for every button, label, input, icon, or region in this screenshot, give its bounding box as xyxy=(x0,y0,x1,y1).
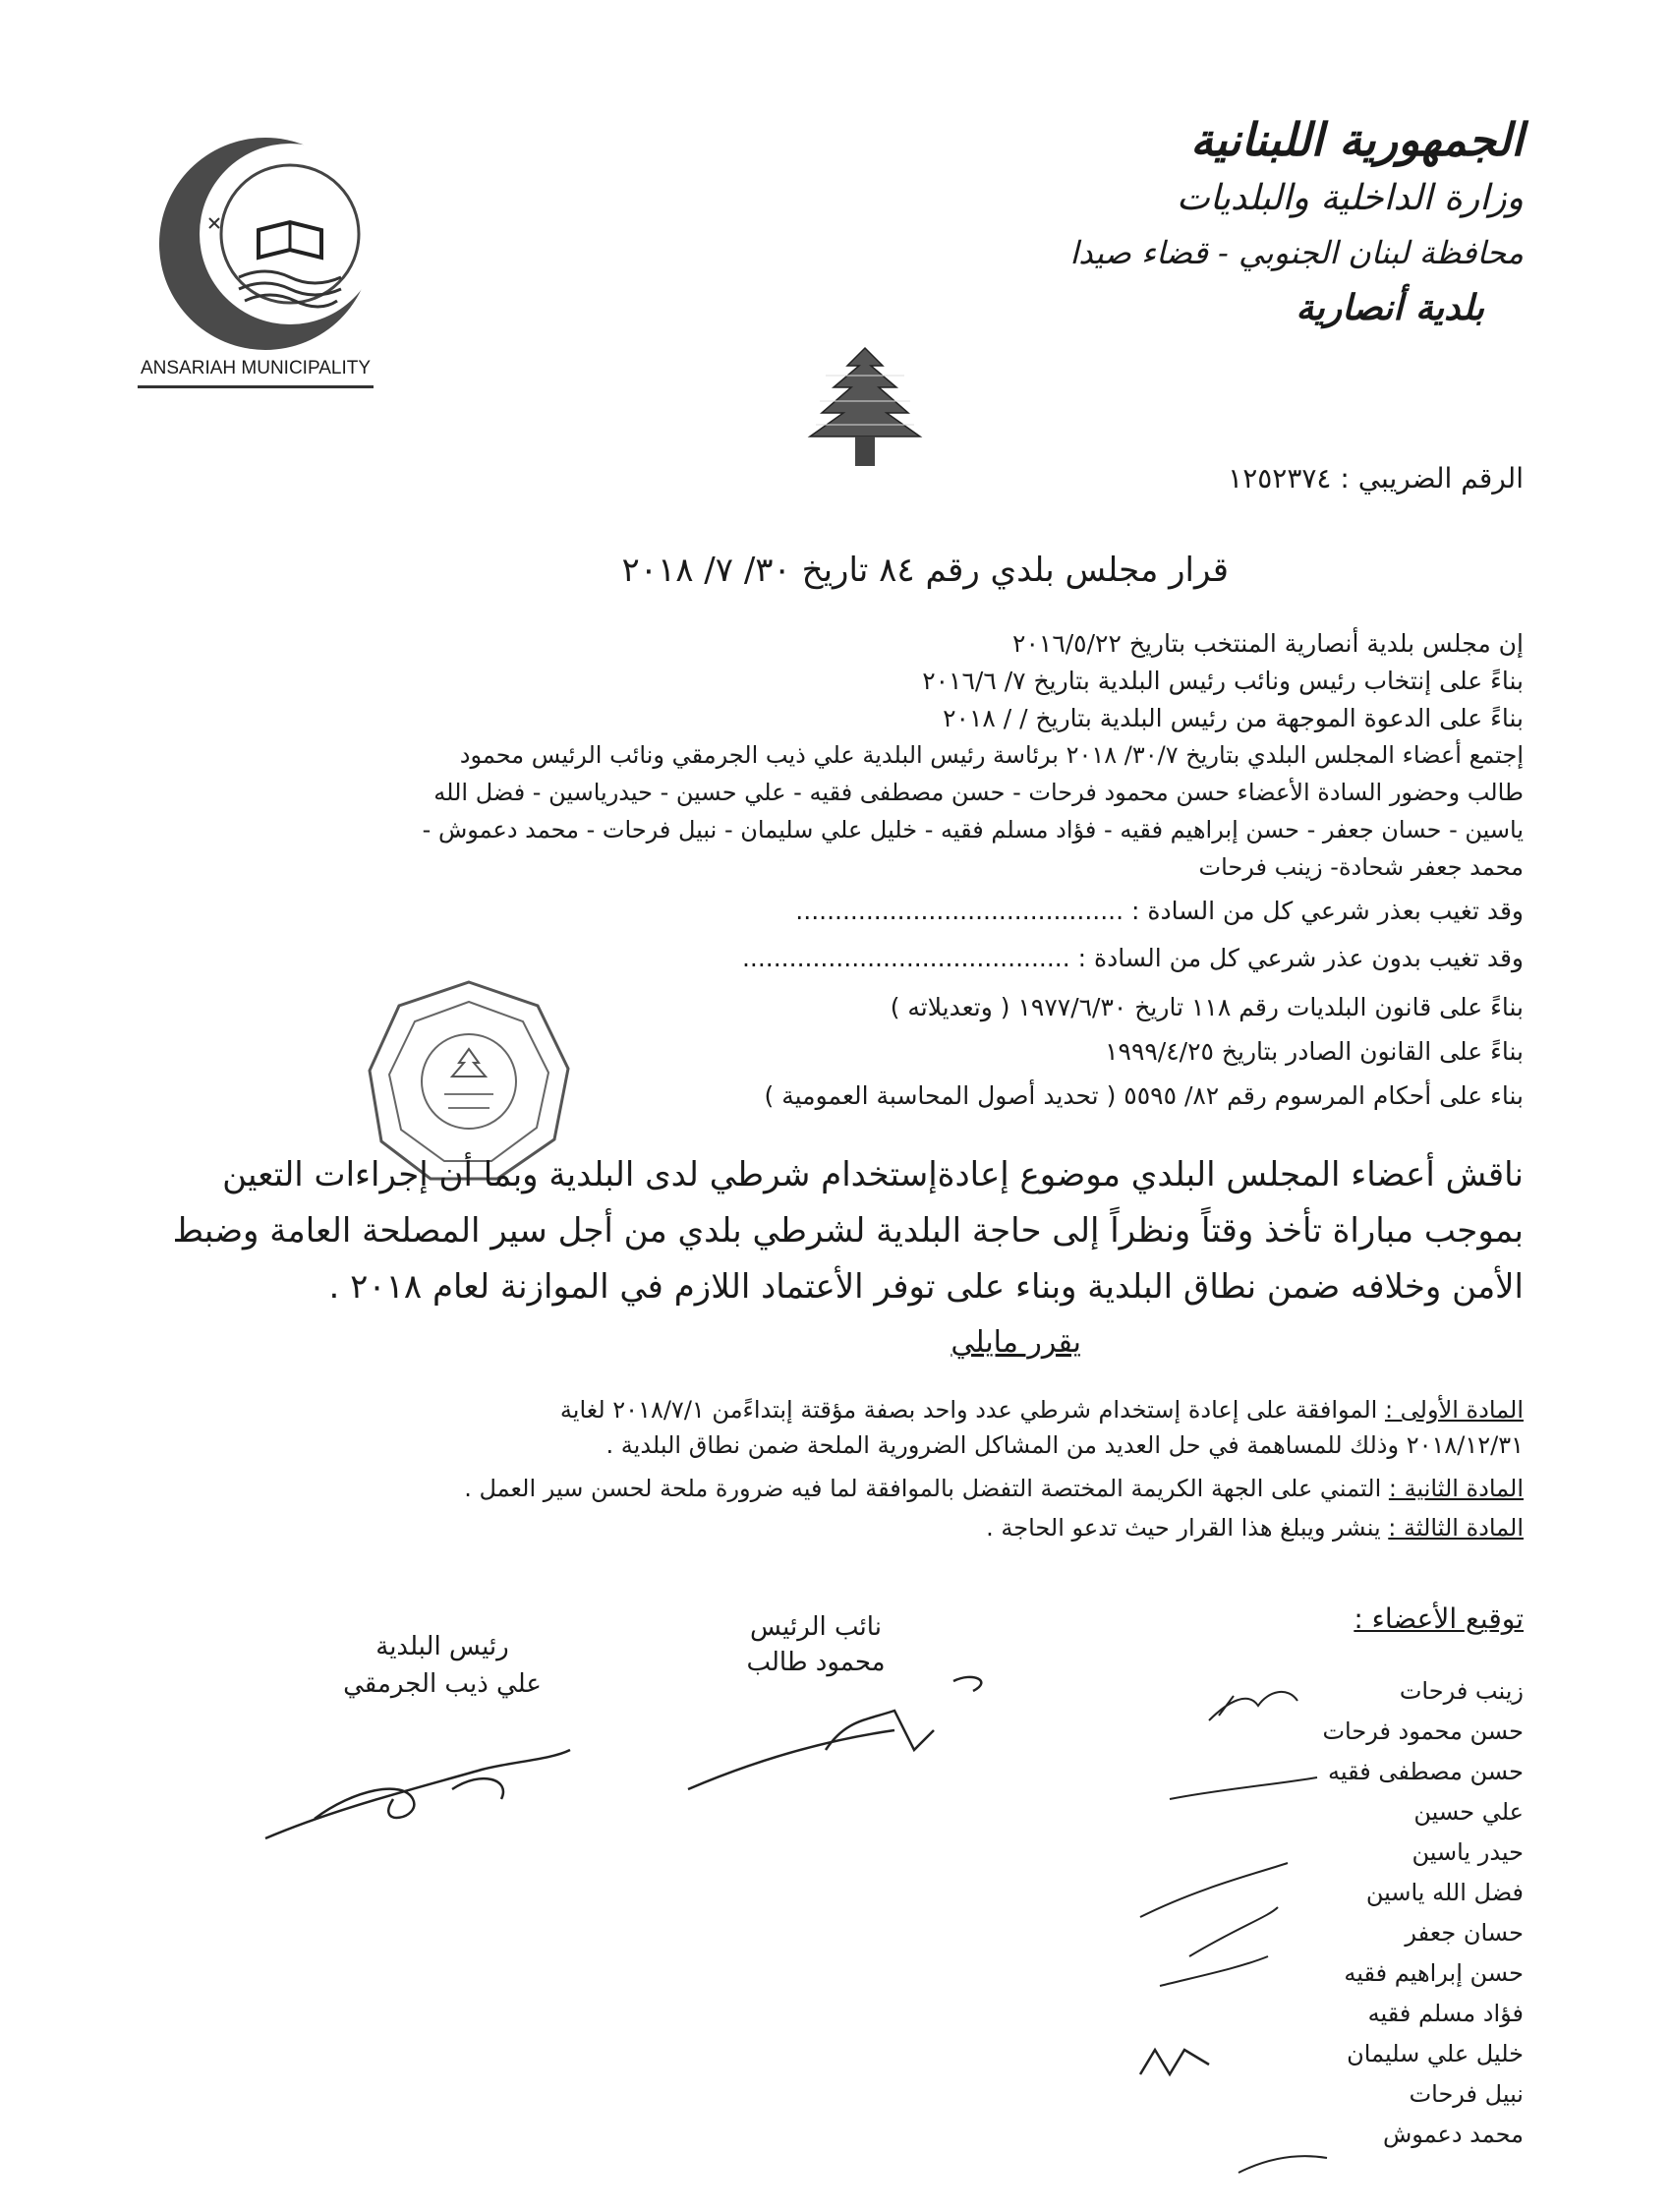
preamble-line-6: ياسين - حسان جعفر - حسن إبراهيم فقيه - فؤاد مسلم فقيه - خليل علي سليمان - نبيل فرحات - محمد دعموش - xyxy=(422,816,1524,844)
article-2-label: المادة الثانية : xyxy=(1388,1475,1524,1502)
preamble-line-5: طالب وحضور السادة الأعضاء حسن محمود فرحات - حسن مصطفى فقيه - علي حسين - حيدرياسين - فضل الله xyxy=(433,779,1524,806)
cedar-tree-emblem-icon xyxy=(806,344,924,472)
tax-number-value: ١٢٥٢٣٧٤ xyxy=(1228,462,1332,495)
republic-title: الجمهورية اللبنانية xyxy=(1190,113,1524,166)
decides-heading: يقرر مايلي xyxy=(951,1325,1081,1360)
member-name: علي حسين xyxy=(1413,1798,1524,1826)
members-signature-label: توقيع الأعضاء : xyxy=(1354,1602,1524,1635)
discussion-line-3: الأمن وخلافه ضمن نطاق البلدية وبناء على توفر الأعتماد اللازم في الموازنة لعام ٢٠١٨ . xyxy=(328,1267,1524,1307)
members-list xyxy=(1130,1671,1524,2155)
member-name: فؤاد مسلم فقيه xyxy=(1367,2000,1524,2027)
member-name: حسن مصطفى فقيه xyxy=(1328,1758,1524,1785)
president-signature-scribble xyxy=(256,1730,590,1848)
preamble-line-10: بناءً على قانون البلديات رقم ١١٨ تاريخ ١٩٧٧/٦/٣٠ ( وتعديلاته ) xyxy=(890,993,1524,1021)
municipality-logo xyxy=(140,128,388,403)
letterhead xyxy=(1012,108,1524,336)
member-name: محمد دعموش xyxy=(1382,2121,1524,2148)
preamble-line-11: بناءً على القانون الصادر بتاريخ ١٩٩٩/٤/٢٥ xyxy=(1105,1037,1524,1066)
discussion-line-1: ناقش أعضاء المجلس البلدي موضوع إعادةإستخدام شرطي لدى البلدية وبما أن إجراءات التعين xyxy=(222,1155,1524,1194)
tax-number-row xyxy=(1228,462,1524,495)
member-name: فضل الله ياسين xyxy=(1365,1879,1524,1906)
logo-caption: ANSARIAH MUNICIPALITY xyxy=(138,358,374,388)
preamble-line-9: وقد تغيب بدون عذر شرعي كل من السادة : .......................................... xyxy=(741,944,1524,972)
president-title: رئيس البلدية xyxy=(375,1632,509,1661)
preamble-line-1: إن مجلس بلدية أنصارية المنتخب بتاريخ ٢٠١٦/٥/٢٢ xyxy=(1012,629,1524,658)
president-signature-block xyxy=(315,1632,570,1699)
official-stamp-icon xyxy=(366,978,572,1185)
article-1-text-continued: ٢٠١٨/١٢/٣١ وذلك للمساهمة في حل العديد من المشاكل الضرورية الملحة ضمن نطاق البلدية . xyxy=(605,1431,1524,1459)
preamble-line-2: بناءً على إنتخاب رئيس ونائب رئيس البلدية بتاريخ ٧/ ٢٠١٦/٦ xyxy=(922,667,1524,695)
member-name: نبيل فرحات xyxy=(1409,2080,1524,2108)
tax-number-label: الرقم الضريبي : xyxy=(1340,462,1524,495)
article-3-label: المادة الثالثة : xyxy=(1388,1514,1524,1542)
article-1-continued xyxy=(606,1431,1524,1459)
member-name: حسان جعفر xyxy=(1405,1919,1524,1947)
discussion-line-2: بموجب مباراة تأخذ وقتاً ونظراً إلى حاجة البلدية لشرطي بلدي من أجل سير المصلحة العامة وضبط xyxy=(172,1211,1524,1251)
article-2 xyxy=(464,1475,1524,1502)
member-name: حيدر ياسين xyxy=(1412,1838,1524,1866)
vice-signature-scribble xyxy=(678,1661,1012,1799)
governorate-name: محافظة لبنان الجنوبي - قضاء صيدا xyxy=(1069,234,1524,271)
article-2-text: التمني على الجهة الكريمة المختصة التفضل بالموافقة لما فيه ضرورة ملحة لحسن سير العمل . xyxy=(464,1475,1382,1502)
article-1 xyxy=(560,1396,1524,1424)
preamble-line-8: وقد تغيب بعذر شرعي كل من السادة : .......................................... xyxy=(795,897,1524,925)
ministry-name: وزارة الداخلية والبلديات xyxy=(1176,178,1524,218)
member-name: حسن إبراهيم فقيه xyxy=(1344,1959,1524,1987)
crescent-book-logo-icon xyxy=(143,128,388,364)
municipality-name: بلدية أنصارية xyxy=(1296,287,1484,328)
decision-title: قرار مجلس بلدي رقم ٨٤ تاريخ ٣٠/ ٧/ ٢٠١٨ xyxy=(621,551,1229,590)
article-3 xyxy=(986,1514,1524,1542)
article-3-text: ينشر ويبلغ هذا القرار حيث تدعو الحاجة . xyxy=(986,1514,1381,1542)
vice-title: نائب الرئيس xyxy=(750,1612,882,1642)
preamble-line-3: بناءً على الدعوة الموجهة من رئيس البلدية بتاريخ / / ٢٠١٨ xyxy=(943,704,1524,732)
vice-name: محمود طالب xyxy=(746,1648,886,1677)
preamble-line-4: إجتمع أعضاء المجلس البلدي بتاريخ ٣٠/٧/ ٢٠١٨ برئاسة رئيس البلدية علي ذيب الجرمقي ونائب الرئيس محمود xyxy=(459,741,1524,769)
preamble-line-12: بناء على أحكام المرسوم رقم ٨٢/ ٥٥٩٥ ( تحديد أصول المحاسبة العمومية ) xyxy=(764,1081,1524,1110)
preamble-line-7: محمد جعفر شحادة- زينب فرحات xyxy=(1198,853,1524,881)
member-name: زينب فرحات xyxy=(1399,1677,1524,1705)
president-name: علي ذيب الجرمقي xyxy=(343,1669,542,1699)
member-name: خليل علي سليمان xyxy=(1347,2040,1524,2067)
article-1-label: المادة الأولى : xyxy=(1384,1396,1524,1424)
article-1-text: الموافقة على إعادة إستخدام شرطي عدد واحد بصفة مؤقتة إبتداءًمن ٢٠١٨/٧/١ لغاية xyxy=(559,1396,1378,1424)
member-name: حسن محمود فرحات xyxy=(1322,1717,1524,1745)
